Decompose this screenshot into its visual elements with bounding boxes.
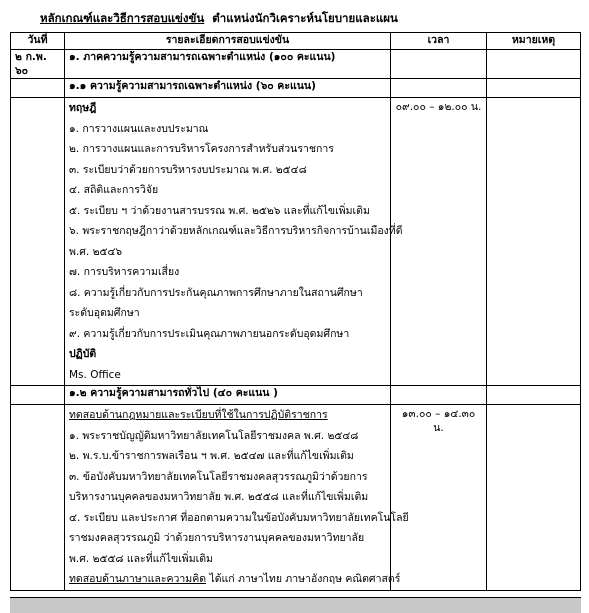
section1-2-note-cell: [487, 386, 581, 405]
general-item: พ.ศ. ๒๕๕๘ และที่แก้ไขเพิ่มเติม: [69, 552, 213, 565]
time-1: ๐๙.๐๐ – ๑๒.๐๐ น.: [391, 98, 487, 386]
general-row: [11, 405, 581, 591]
general-item: ราชมงคลสุวรรณภูมิ ว่าด้วยการบริหารงานบุคคลของมหาวิทยาลัย: [69, 532, 365, 544]
general-cell: [65, 405, 409, 591]
theory-item: พ.ศ. ๒๕๔๖: [69, 245, 123, 258]
theory-note-cell: [487, 98, 581, 386]
theory-date-cell: [11, 98, 65, 386]
header-row: [11, 33, 581, 50]
law-heading: ทดสอบด้านกฎหมายและระเบียบที่ใช้ในการปฏิบัติราชการ: [69, 409, 328, 421]
exam-date: ๒ ก.พ. ๖๐: [11, 50, 65, 79]
title-position: ตำแหน่งนักวิเคราะห์นโยบายและแผน: [212, 11, 398, 25]
footer-bar: [10, 597, 581, 613]
section1-1-heading: ๑.๑ ความรู้ความสามารถเฉพาะตำแหน่ง (๖๐ คะแนน): [65, 79, 391, 98]
section1-note-cell: [487, 50, 581, 79]
general-item: ๑. พระราชบัญญัติมหาวิทยาลัยเทคโนโลยีราชมงคล พ.ศ. ๒๕๔๘: [69, 429, 359, 442]
theory-heading: ทฤษฎี: [69, 102, 97, 114]
header-note: หมายเหตุ: [487, 33, 581, 50]
theory-row: [11, 98, 581, 386]
theory-item: ๒. การวางแผนและการบริหารโครงการสำหรับส่วนราชการ: [69, 143, 334, 155]
time-2: ๑๓.๐๐ – ๑๔.๓๐ น.: [391, 405, 487, 591]
language-heading: ทดสอบด้านภาษาและความคิด: [69, 573, 207, 585]
section1-heading: ๑. ภาคความรู้ความสามารถเฉพาะตำแหน่ง (๑๐๐ คะแนน): [65, 50, 391, 79]
section1-time-cell: [391, 50, 487, 79]
language-line: [69, 569, 401, 590]
theory-item: ๑. การวางแผนและงบประมาณ: [69, 122, 209, 135]
theory-cell: [65, 98, 403, 386]
section1-1-time-cell: [391, 79, 487, 98]
section1-2-row: [11, 386, 581, 405]
general-item: ๔. ระเบียบ และประกาศ ที่ออกตามความในข้อบังคับมหาวิทยาลัยเทคโนโลยี: [69, 511, 409, 524]
theory-item: ๖. พระราชกฤษฎีกาว่าด้วยหลักเกณฑ์และวิธีการบริหารกิจการบ้านเมืองที่ดี: [69, 225, 403, 237]
general-item: ๒. พ.ร.บ.ข้าราชการพลเรือน ฯ พ.ศ. ๒๕๔๗ และที่แก้ไขเพิ่มเติม: [69, 450, 354, 462]
theory-item: ๕. ระเบียบ ฯ ว่าด้วยงานสารบรรณ พ.ศ. ๒๕๒๖ และที่แก้ไขเพิ่มเติม: [69, 204, 370, 217]
theory-item: ๔. สถิติและการวิจัย: [69, 184, 159, 196]
section1-2-date-cell: [11, 386, 65, 405]
header-date: วันที่: [11, 33, 65, 50]
theory-item: ๙. ความรู้เกี่ยวกับการประเมินคุณภาพภายนอกระดับอุดมศึกษา: [69, 327, 350, 340]
header-detail: รายละเอียดการสอบแข่งขัน: [65, 33, 391, 50]
theory-item: ๘. ความรู้เกี่ยวกับการประกันคุณภาพการศึกษาภายในสถานศึกษา: [69, 286, 363, 299]
section1-row: [11, 50, 581, 79]
section1-2-heading: ๑.๒ ความรู้ความสามารถทั่วไป (๔๐ คะแนน ): [65, 386, 391, 405]
general-note-cell: [487, 405, 581, 591]
document-title: [40, 10, 398, 28]
general-item: ๓. ข้อบังคับมหาวิทยาลัยเทคโนโลยีราชมงคลสุวรรณภูมิว่าด้วยการ: [69, 470, 368, 483]
general-date-cell: [11, 405, 65, 591]
practice-heading: ปฏิบัติ: [69, 348, 97, 360]
theory-item: ๗. การบริหารความเสี่ยง: [69, 266, 180, 278]
header-time: เวลา: [391, 33, 487, 50]
title-main: หลักเกณฑ์และวิธีการสอบแข่งขัน: [40, 11, 205, 25]
language-text: ได้แก่ ภาษาไทย ภาษาอังกฤษ คณิตศาสตร์: [206, 573, 401, 585]
theory-item: ๓. ระเบียบว่าด้วยการบริหารงบประมาณ พ.ศ. ๒๕๔๘: [69, 163, 307, 176]
theory-item: ระดับอุดมศึกษา: [69, 307, 140, 319]
section1-2-time-cell: [391, 386, 487, 405]
section1-1-date-cell: [11, 79, 65, 98]
section1-1-note-cell: [487, 79, 581, 98]
practice-item: Ms. Office: [69, 368, 121, 381]
section1-1-row: [11, 79, 581, 98]
general-item: บริหารงานบุคคลของมหาวิทยาลัย พ.ศ. ๒๕๕๘ และที่แก้ไขเพิ่มเติม: [69, 491, 369, 503]
exam-schedule-table: [10, 32, 581, 591]
